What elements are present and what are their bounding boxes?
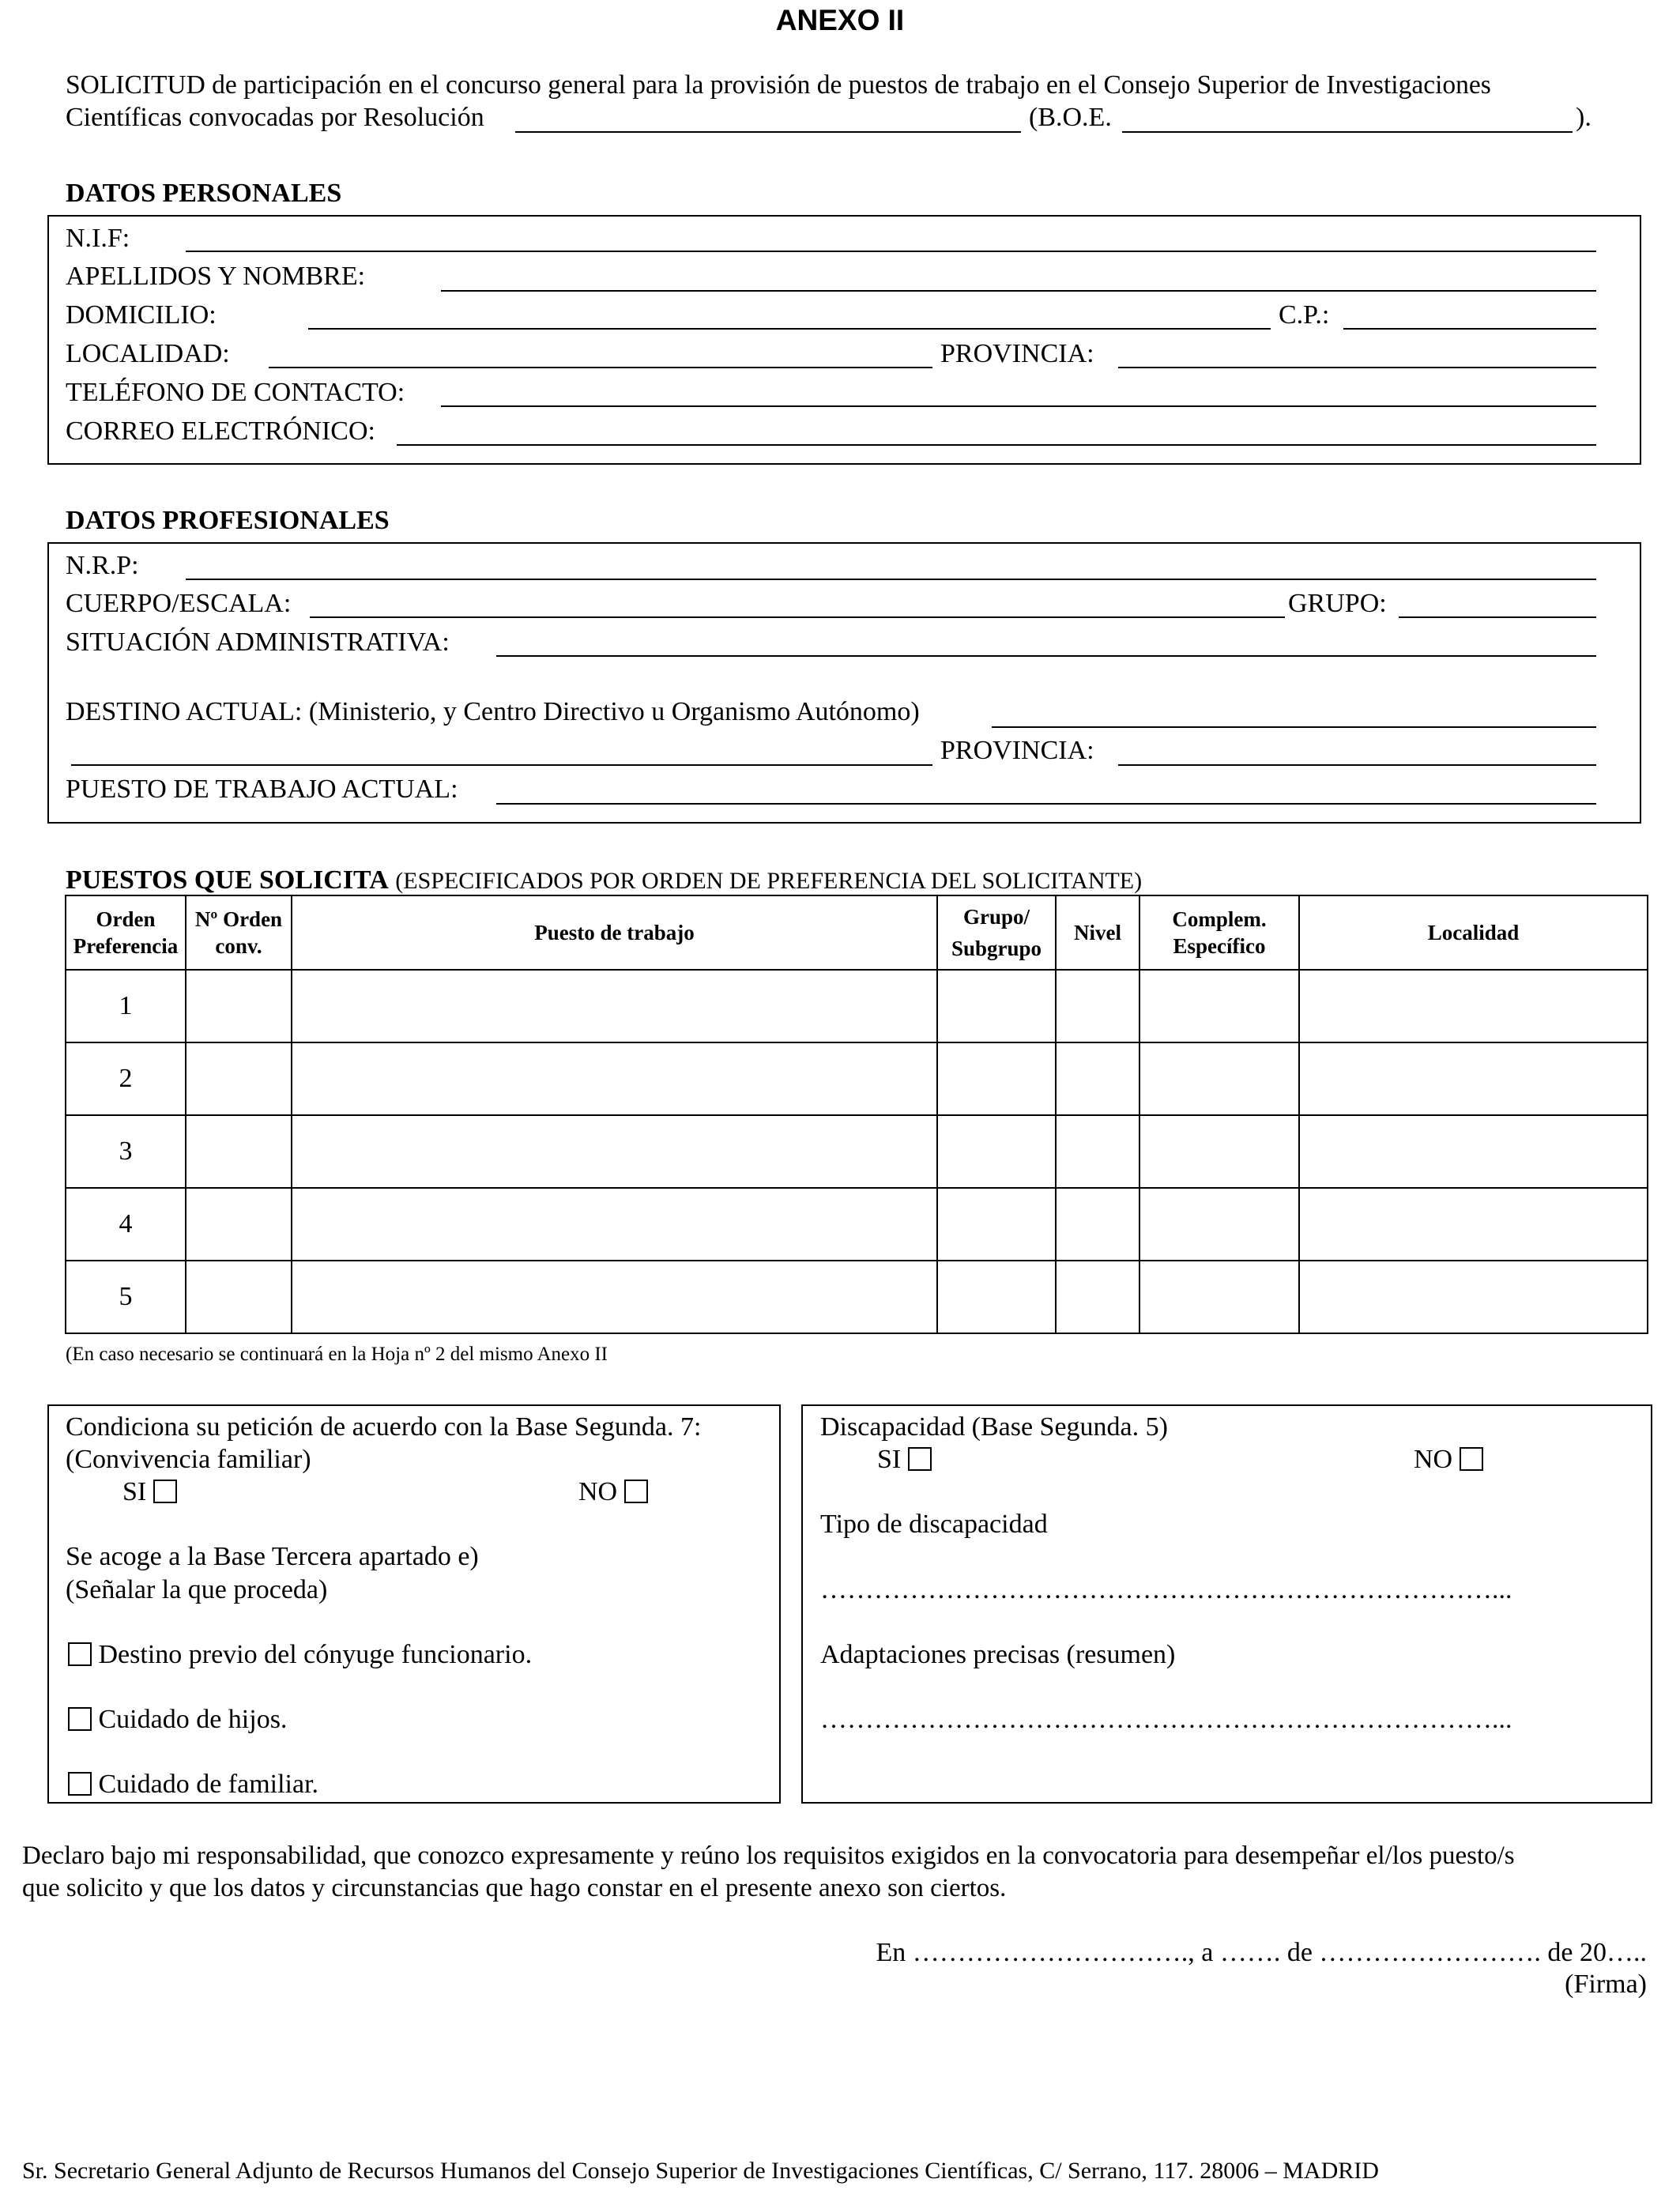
disability-si-option[interactable] [877,1444,932,1476]
cell-puesto[interactable] [292,1115,937,1188]
cell-nivel[interactable] [1056,1115,1139,1188]
condition-no-option[interactable] [578,1476,648,1508]
col-nivel: Nivel [1056,895,1139,970]
cell-nivel[interactable] [1056,970,1139,1042]
destino-provincia-label: PROVINCIA: [940,736,1094,765]
telefono-field[interactable] [441,405,1596,407]
correo-label: CORREO ELECTRÓNICO: [66,417,375,446]
adaptaciones-field[interactable]: …………………………………………………………………... [820,1705,1512,1734]
familiar-checkbox[interactable] [68,1772,92,1796]
acoge-line-1: Se acoge a la Base Tercera apartado e) [66,1542,479,1571]
option-familiar[interactable] [68,1769,318,1800]
localidad-label: LOCALIDAD: [66,339,230,368]
cell-grupo[interactable] [937,1115,1056,1188]
disability-heading: Discapacidad (Base Segunda. 5) [820,1412,1168,1442]
cell-grupo[interactable] [937,1188,1056,1261]
correo-field[interactable] [397,444,1596,446]
place-date-line[interactable]: En …………………………., a ……. de ……………………. de 20….. [876,1938,1647,1967]
cell-complemento[interactable] [1139,1188,1299,1261]
disability-no-label: NO [1414,1445,1453,1474]
cell-numero-orden[interactable] [186,970,292,1042]
acoge-line-2: (Señalar la que proceda) [66,1575,328,1604]
situacion-field[interactable] [496,655,1596,657]
table-note: (En caso necesario se continuará en la Hoja nº 2 del mismo Anexo II [66,1344,608,1365]
col-orden-preferencia: Orden Preferencia [66,895,186,970]
tipo-discapacidad-label: Tipo de discapacidad [820,1510,1048,1539]
hijos-checkbox[interactable] [68,1707,92,1731]
row-number: 1 [66,970,186,1042]
provincia-field[interactable] [1118,367,1596,368]
cell-localidad[interactable] [1299,1188,1648,1261]
cell-nivel[interactable] [1056,1188,1139,1261]
positions-table-header [66,895,1648,970]
declaration-line-2: que solicito y que los datos y circunstancias que hago constar en el presente anexo son ciertos. [22,1874,1007,1902]
condition-no-checkbox[interactable] [624,1480,648,1503]
boe-field[interactable] [1122,131,1573,133]
cp-field[interactable] [1343,328,1596,330]
personal-heading: DATOS PERSONALES [66,179,342,208]
apellidos-field[interactable] [441,290,1596,292]
domicilio-label: DOMICILIO: [66,300,217,330]
col-localidad: Localidad [1299,895,1648,970]
resolucion-field[interactable] [515,131,1021,133]
row-number: 3 [66,1115,186,1188]
table-row [66,970,1648,1042]
conyuge-label: Destino previo del cónyuge funcionario. [98,1640,533,1669]
positions-heading-row [66,865,1142,897]
destino-provincia-field[interactable] [1118,764,1596,766]
conyuge-checkbox[interactable] [68,1642,92,1666]
intro-line-2: Científicas convocadas por Resolución [66,103,484,132]
page-title: ANEXO II [775,4,905,36]
nif-field[interactable] [186,251,1596,252]
tipo-discapacidad-field[interactable]: …………………………………………………………………... [820,1575,1512,1604]
puesto-actual-label: PUESTO DE TRABAJO ACTUAL: [66,775,458,804]
col-puesto-trabajo: Puesto de trabajo [292,895,937,970]
professional-heading: DATOS PROFESIONALES [66,506,390,535]
disability-no-option[interactable] [1414,1444,1483,1476]
apellidos-label: APELLIDOS Y NOMBRE: [66,262,366,291]
col-grupo-subgrupo: Grupo/ Subgrupo [937,895,1056,970]
adaptaciones-label: Adaptaciones precisas (resumen) [820,1640,1176,1669]
cell-complemento[interactable] [1139,970,1299,1042]
disability-si-checkbox[interactable] [908,1447,932,1471]
positions-heading: PUESTOS QUE SOLICITA [66,865,389,895]
provincia-label: PROVINCIA: [940,339,1094,368]
nrp-label: N.R.P: [66,551,139,580]
cp-label: C.P.: [1279,300,1330,330]
condition-line-1: Condiciona su petición de acuerdo con la Base Segunda. 7: [66,1412,702,1442]
row-number: 2 [66,1042,186,1115]
table-row [66,1115,1648,1188]
cell-complemento[interactable] [1139,1042,1299,1115]
domicilio-field[interactable] [308,328,1271,330]
signature-label: (Firma) [1565,1970,1647,1999]
col-complemento-especifico: Complem. Específico [1139,895,1299,970]
cell-localidad[interactable] [1299,1115,1648,1188]
row-number: 5 [66,1261,186,1333]
localidad-field[interactable] [269,367,932,368]
cell-numero-orden[interactable] [186,1188,292,1261]
disability-si-label: SI [877,1445,902,1474]
row-number: 4 [66,1188,186,1261]
cell-puesto[interactable] [292,970,937,1042]
cell-localidad[interactable] [1299,1261,1648,1333]
cell-localidad[interactable] [1299,1042,1648,1115]
cell-localidad[interactable] [1299,970,1648,1042]
cell-complemento[interactable] [1139,1115,1299,1188]
condition-si-checkbox[interactable] [153,1480,177,1503]
intro-line-1: SOLICITUD de participación en el concurso general para la provisión de puestos de trabajo en el Consejo Superior de Investigaciones [66,70,1491,100]
table-row [66,1261,1648,1333]
option-hijos[interactable] [68,1704,287,1736]
hijos-label: Cuidado de hijos. [98,1705,288,1734]
destino-label: DESTINO ACTUAL: (Ministerio, y Centro Directivo u Organismo Autónomo) [66,697,920,726]
condition-si-label: SI [122,1477,147,1506]
situacion-label: SITUACIÓN ADMINISTRATIVA: [66,628,450,657]
familiar-label: Cuidado de familiar. [98,1770,319,1799]
option-conyuge[interactable] [68,1639,532,1671]
telefono-label: TELÉFONO DE CONTACTO: [66,378,405,407]
cell-grupo[interactable] [937,970,1056,1042]
footer-address: Sr. Secretario General Adjunto de Recursos Humanos del Consejo Superior de Investigaciones Científicas, C/ Serrano, 117. 28006 – MADRID [22,2158,1379,2184]
grupo-label: GRUPO: [1288,589,1387,618]
cell-complemento[interactable] [1139,1261,1299,1333]
table-row [66,1188,1648,1261]
cell-numero-orden[interactable] [186,1115,292,1188]
cell-grupo[interactable] [937,1261,1056,1333]
table-row [66,1042,1648,1115]
cell-puesto[interactable] [292,1261,937,1333]
boe-label: (B.O.E. [1029,103,1112,132]
condition-no-label: NO [578,1477,618,1506]
declaration-line-1: Declaro bajo mi responsabilidad, que conozco expresamente y reúno los requisitos exigidos en la convocatoria para desempeñar el/los puesto/s [22,1842,1515,1870]
col-numero-orden: Nº Orden conv. [186,895,292,970]
condition-line-2: (Convivencia familiar) [66,1445,311,1474]
cuerpo-label: CUERPO/ESCALA: [66,589,292,618]
cell-numero-orden[interactable] [186,1261,292,1333]
cell-numero-orden[interactable] [186,1042,292,1115]
positions-table [65,895,1648,1334]
cell-nivel[interactable] [1056,1042,1139,1115]
destino-field[interactable] [992,726,1596,728]
cell-grupo[interactable] [937,1042,1056,1115]
nif-label: N.I.F: [66,224,130,253]
condition-si-option[interactable] [122,1476,177,1508]
destino-field-line-2[interactable] [71,764,932,766]
cuerpo-field[interactable] [310,616,1285,618]
grupo-field[interactable] [1399,616,1596,618]
boe-close: ). [1576,103,1591,132]
cell-puesto[interactable] [292,1042,937,1115]
cell-nivel[interactable] [1056,1261,1139,1333]
puesto-actual-field[interactable] [496,803,1596,805]
nrp-field[interactable] [186,579,1596,580]
cell-puesto[interactable] [292,1188,937,1261]
disability-no-checkbox[interactable] [1460,1447,1483,1471]
positions-subheading: (ESPECIFICADOS POR ORDEN DE PREFERENCIA DEL SOLICITANTE) [395,868,1143,894]
